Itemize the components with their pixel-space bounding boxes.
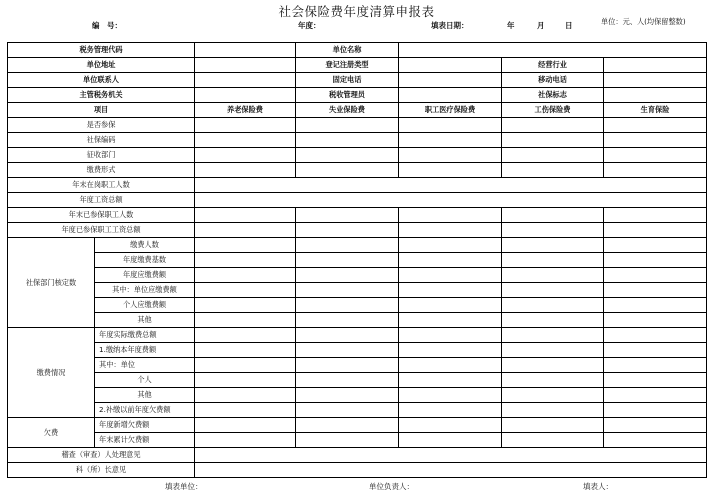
cell[interactable] — [296, 328, 399, 343]
chief-opinion-label: 科（所）长意见 — [8, 463, 195, 478]
table-row — [8, 178, 707, 193]
cell[interactable] — [502, 238, 604, 253]
cell[interactable] — [604, 343, 707, 358]
cell[interactable] — [296, 373, 399, 388]
cell[interactable] — [296, 298, 399, 313]
table-row — [8, 463, 707, 478]
phone-label: 固定电话 — [296, 73, 399, 88]
cell[interactable] — [502, 343, 604, 358]
cell[interactable] — [502, 208, 604, 223]
row-label: 征收部门 — [8, 148, 195, 163]
cell[interactable] — [195, 268, 296, 283]
row-label: 年度新增欠费额 — [95, 418, 195, 433]
table-row — [8, 418, 707, 433]
cell[interactable] — [399, 133, 502, 148]
cell[interactable] — [502, 268, 604, 283]
table-row — [8, 163, 707, 178]
cell[interactable] — [604, 358, 707, 373]
cell[interactable] — [604, 238, 707, 253]
cell[interactable] — [195, 358, 296, 373]
cell[interactable] — [502, 163, 604, 178]
table-row — [8, 388, 707, 403]
row-label: 年度实际缴费总额 — [95, 328, 195, 343]
row-label: 个人 — [95, 373, 195, 388]
table-row — [8, 403, 707, 418]
table-row — [8, 268, 707, 283]
cell[interactable] — [502, 313, 604, 328]
page-title: 社会保险费年度清算申报表 — [278, 4, 435, 19]
unit-name-label: 单位名称 — [296, 43, 399, 58]
cell[interactable] — [296, 268, 399, 283]
cell[interactable] — [604, 253, 707, 268]
cell[interactable] — [399, 433, 502, 448]
cell[interactable] — [296, 238, 399, 253]
verify-group-label: 社保部门核定数 — [8, 238, 95, 328]
cell[interactable] — [502, 118, 604, 133]
table-row — [8, 208, 707, 223]
cell[interactable] — [195, 313, 296, 328]
cell[interactable] — [296, 133, 399, 148]
cell[interactable] — [399, 148, 502, 163]
cell[interactable] — [502, 328, 604, 343]
cell[interactable] — [604, 223, 707, 238]
row-label: 年度应缴费额 — [95, 268, 195, 283]
industry-field[interactable] — [604, 58, 707, 73]
contact-label: 单位联系人 — [8, 73, 195, 88]
cell[interactable] — [195, 388, 296, 403]
cell[interactable] — [502, 298, 604, 313]
cell[interactable] — [296, 283, 399, 298]
row-label: 是否参保 — [8, 118, 195, 133]
info-row — [8, 88, 707, 103]
row-label: 其中：单位 — [95, 358, 195, 373]
table-row — [8, 313, 707, 328]
tax-officer-label: 税收管理员 — [296, 88, 399, 103]
cell[interactable] — [195, 163, 296, 178]
table-row — [8, 118, 707, 133]
cell[interactable] — [296, 163, 399, 178]
row-label: 2.补缴以前年度欠费额 — [95, 403, 195, 418]
filler-unit-label: 填表单位： — [165, 482, 203, 491]
cell[interactable] — [195, 298, 296, 313]
table-row — [8, 343, 707, 358]
tax-code-label: 税务管理代码 — [8, 43, 195, 58]
row-label: 个人应缴费额 — [95, 298, 195, 313]
phone-field[interactable] — [399, 73, 502, 88]
cell[interactable] — [195, 238, 296, 253]
cell[interactable] — [604, 298, 707, 313]
cell[interactable] — [502, 223, 604, 238]
cell[interactable] — [604, 418, 707, 433]
cell[interactable] — [399, 343, 502, 358]
cell[interactable] — [399, 238, 502, 253]
cell[interactable] — [502, 133, 604, 148]
cell[interactable] — [604, 388, 707, 403]
cell[interactable] — [604, 313, 707, 328]
unit-name-field[interactable] — [399, 43, 707, 58]
cell[interactable] — [195, 403, 296, 418]
cell[interactable] — [296, 253, 399, 268]
table-row — [8, 238, 707, 253]
cell[interactable] — [296, 118, 399, 133]
unit-note: 单位：元、人(均保留整数) — [601, 17, 686, 26]
col-medical: 职工医疗保险费 — [399, 103, 502, 118]
cell[interactable] — [502, 388, 604, 403]
cell[interactable] — [399, 118, 502, 133]
cell[interactable] — [399, 313, 502, 328]
cell[interactable] — [502, 403, 604, 418]
payment-group-label: 缴费情况 — [8, 328, 95, 418]
cell[interactable] — [502, 358, 604, 373]
si-flag-label: 社保标志 — [502, 88, 604, 103]
cell[interactable] — [296, 388, 399, 403]
info-row — [8, 73, 707, 88]
cell[interactable] — [604, 403, 707, 418]
row-label: 其他 — [95, 313, 195, 328]
row-label: 年末已参保职工人数 — [8, 208, 195, 223]
cell[interactable] — [195, 223, 296, 238]
cell[interactable] — [399, 253, 502, 268]
cell[interactable] — [296, 403, 399, 418]
cell[interactable] — [296, 223, 399, 238]
si-flag-field[interactable] — [604, 88, 707, 103]
fill-date-label: 填表日期： — [431, 21, 469, 30]
unit-head-label: 单位负责人： — [369, 482, 414, 491]
tax-officer-field[interactable] — [399, 88, 502, 103]
info-row — [8, 58, 707, 73]
row-label: 1.缴纳本年度费额 — [95, 343, 195, 358]
cell[interactable] — [296, 208, 399, 223]
row-label: 年度缴费基数 — [95, 253, 195, 268]
cell[interactable] — [399, 403, 502, 418]
unit-address-field[interactable] — [195, 58, 296, 73]
cell[interactable] — [502, 433, 604, 448]
year-text: 年 — [507, 21, 515, 30]
table-row — [8, 148, 707, 163]
cell[interactable] — [399, 358, 502, 373]
table-row — [8, 448, 707, 463]
contact-field[interactable] — [195, 73, 296, 88]
cell[interactable] — [604, 268, 707, 283]
row-label: 其中：单位应缴费额 — [95, 283, 195, 298]
cell[interactable] — [399, 388, 502, 403]
table-row — [8, 253, 707, 268]
table-row — [8, 283, 707, 298]
cell[interactable] — [604, 328, 707, 343]
cell[interactable] — [399, 283, 502, 298]
cell[interactable] — [195, 178, 707, 193]
cell[interactable] — [399, 298, 502, 313]
row-label: 缴费形式 — [8, 163, 195, 178]
row-label: 缴费人数 — [95, 238, 195, 253]
number-label: 编 号： — [92, 21, 122, 30]
table-row — [8, 373, 707, 388]
col-pension: 养老保险费 — [195, 103, 296, 118]
cell[interactable] — [195, 208, 296, 223]
mobile-field[interactable] — [604, 73, 707, 88]
row-label: 其他 — [95, 388, 195, 403]
year-label: 年度： — [298, 21, 321, 30]
table-row — [8, 358, 707, 373]
reg-type-label: 登记注册类型 — [296, 58, 399, 73]
cell[interactable] — [195, 418, 296, 433]
column-header-row — [8, 103, 707, 118]
cell[interactable] — [195, 148, 296, 163]
cell[interactable] — [195, 433, 296, 448]
cell[interactable] — [604, 133, 707, 148]
filler-label: 填表人： — [583, 482, 613, 491]
cell[interactable] — [195, 283, 296, 298]
audit-opinion-label: 稽查（审查）人处理意见 — [8, 448, 195, 463]
cell[interactable] — [502, 373, 604, 388]
cell[interactable] — [296, 148, 399, 163]
table-row — [8, 223, 707, 238]
tax-authority-label: 主管税务机关 — [8, 88, 195, 103]
cell[interactable] — [502, 283, 604, 298]
cell[interactable] — [399, 328, 502, 343]
arrears-group-label: 欠费 — [8, 418, 95, 448]
cell[interactable] — [296, 418, 399, 433]
cell[interactable] — [195, 373, 296, 388]
cell[interactable] — [604, 148, 707, 163]
row-label: 年末在岗职工人数 — [8, 178, 195, 193]
cell[interactable] — [195, 253, 296, 268]
cell[interactable] — [604, 208, 707, 223]
col-item: 项目 — [8, 103, 195, 118]
cell[interactable] — [195, 133, 296, 148]
cell[interactable] — [296, 343, 399, 358]
unit-address-label: 单位地址 — [8, 58, 195, 73]
cell[interactable] — [195, 118, 296, 133]
cell[interactable] — [399, 418, 502, 433]
industry-label: 经营行业 — [502, 58, 604, 73]
row-label: 年度工资总额 — [8, 193, 195, 208]
row-label: 社保编码 — [8, 133, 195, 148]
table-row — [8, 133, 707, 148]
cell[interactable] — [502, 418, 604, 433]
cell[interactable] — [502, 148, 604, 163]
col-maternity: 生育保险 — [604, 103, 707, 118]
cell[interactable] — [195, 328, 296, 343]
cell[interactable] — [604, 283, 707, 298]
table-row — [8, 433, 707, 448]
cell[interactable] — [399, 268, 502, 283]
declaration-form — [7, 42, 707, 478]
table-row — [8, 328, 707, 343]
tax-code-field[interactable] — [195, 43, 296, 58]
cell[interactable] — [604, 118, 707, 133]
col-unemployment: 失业保险费 — [296, 103, 399, 118]
table-row — [8, 298, 707, 313]
cell[interactable] — [604, 373, 707, 388]
cell[interactable] — [399, 208, 502, 223]
day-text: 日 — [565, 21, 573, 30]
table-row — [8, 193, 707, 208]
cell[interactable] — [604, 433, 707, 448]
mobile-label: 移动电话 — [502, 73, 604, 88]
row-label: 年度已参保职工工资总额 — [8, 223, 195, 238]
cell[interactable] — [604, 163, 707, 178]
month-text: 月 — [537, 21, 545, 30]
tax-authority-field[interactable] — [195, 88, 296, 103]
cell[interactable] — [195, 193, 707, 208]
cell[interactable] — [296, 358, 399, 373]
chief-opinion-field[interactable] — [195, 463, 707, 478]
col-injury: 工伤保险费 — [502, 103, 604, 118]
cell[interactable] — [502, 253, 604, 268]
cell[interactable] — [399, 373, 502, 388]
info-row — [8, 43, 707, 58]
cell[interactable] — [296, 313, 399, 328]
cell[interactable] — [195, 343, 296, 358]
cell[interactable] — [399, 223, 502, 238]
reg-type-field[interactable] — [399, 58, 502, 73]
cell[interactable] — [399, 163, 502, 178]
audit-opinion-field[interactable] — [195, 448, 707, 463]
row-label: 年末累计欠费额 — [95, 433, 195, 448]
cell[interactable] — [296, 433, 399, 448]
